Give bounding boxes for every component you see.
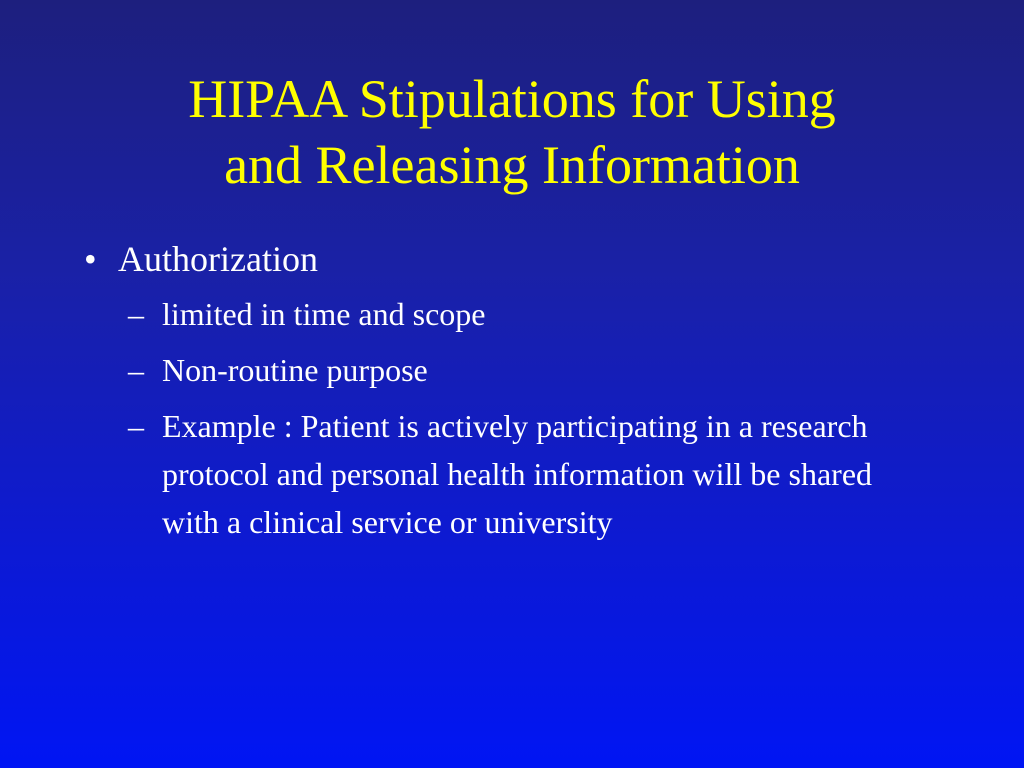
- sub-bullet-marker: –: [128, 352, 144, 388]
- sub-bullet-text: Non-routine purpose: [162, 352, 428, 388]
- sub-bullet-item: [0, 290, 1024, 338]
- sub-bullet-item: [0, 346, 1024, 394]
- bullet-authorization: [0, 234, 1024, 284]
- sub-bullet-list: [0, 290, 1024, 546]
- bullet-text: Authorization: [118, 239, 318, 279]
- slide-title: [40, 66, 984, 198]
- sub-bullet-item: [0, 402, 1024, 546]
- bullet-marker: •: [84, 239, 97, 279]
- slide-title-line-2: and Releasing Information: [224, 135, 800, 195]
- sub-bullet-marker: –: [128, 408, 144, 444]
- slide-content: [0, 234, 1024, 554]
- slide-title-line-1: HIPAA Stipulations for Using: [188, 69, 836, 129]
- sub-bullet-text: Example : Patient is actively participating in a research protocol and personal health information will be shared with a clinical service or university: [162, 408, 873, 540]
- sub-bullet-marker: –: [128, 296, 144, 332]
- sub-bullet-text: limited in time and scope: [162, 296, 486, 332]
